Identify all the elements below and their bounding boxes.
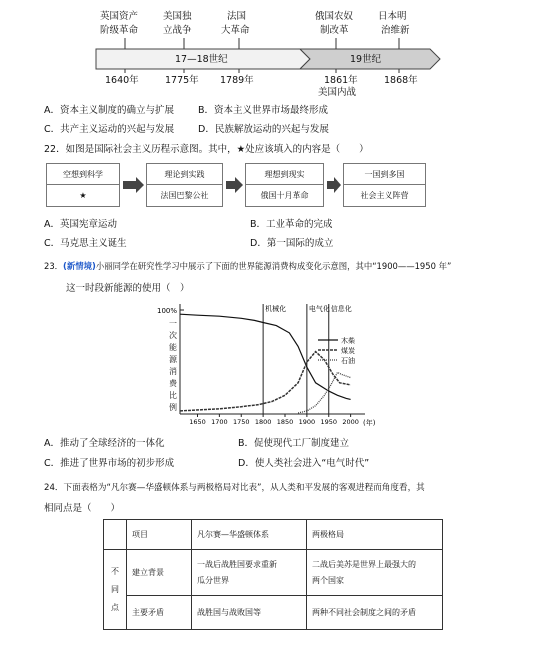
stage-arrows — [0, 160, 545, 210]
q23-option-a: A．推动了全球经济的一体化 — [44, 438, 165, 449]
event-label: 法国 — [227, 11, 247, 22]
row-item: 主要矛盾 — [127, 596, 192, 630]
x-axis-unit: (年) — [363, 419, 376, 427]
year-label: 1789年 — [220, 75, 254, 86]
era-label: 电气化 — [308, 305, 330, 313]
q23-option-b: B．促使现代工厂制度建立 — [238, 438, 350, 449]
series-line — [180, 352, 351, 411]
header-item: 项目 — [127, 520, 192, 550]
header-bipolar: 两极格局 — [307, 520, 443, 550]
event-label: 日本明 — [378, 11, 407, 22]
stage-top: 一国到多国 — [344, 164, 425, 185]
q21-option-c: C．共产主义运动的兴起与发展 — [44, 124, 175, 135]
q23-stem-line1: 23．(新情境)小丽同学在研究性学习中展示了下面的世界能源消费构成变化示意图，其中“1900——1950 年” — [44, 261, 452, 271]
series-line — [298, 372, 351, 413]
x-tick-label: 1750 — [232, 418, 250, 426]
event-label: 美国独 — [163, 11, 192, 22]
x-tick-label: 1900 — [298, 418, 316, 426]
y-axis-label: 一次能源消费比例 — [169, 319, 177, 412]
year-label: 1775年 — [165, 75, 199, 86]
q21-option-a: A．资本主义制度的确立与扩展 — [44, 105, 174, 116]
q22-option-d: D．第一国际的成立 — [250, 238, 334, 249]
legend-label: 煤炭 — [341, 347, 355, 355]
x-tick-label: 1950 — [320, 418, 338, 426]
q22-stem: 22．如图是国际社会主义历程示意图。其中，★处应该填入的内容是（ ） — [44, 144, 369, 155]
side-label: 不 同 点 — [104, 550, 127, 630]
table-row — [104, 550, 443, 596]
extra-event-label: 美国内战 — [318, 87, 357, 98]
header-vw-system: 凡尔赛—华盛顿体系 — [192, 520, 307, 550]
stage-bottom: 法国巴黎公社 — [160, 191, 209, 200]
year-label: 1861年 — [324, 75, 358, 86]
q23-option-c: C．推进了世界市场的初步形成 — [44, 458, 175, 469]
stage-top: 理想到现实 — [246, 164, 323, 185]
stage-top: 空想到科学 — [47, 164, 119, 185]
event-label: 俄国农奴 — [315, 11, 354, 22]
star-placeholder: ★ — [79, 191, 87, 200]
q21-option-d: D．民族解放运动的兴起与发展 — [198, 124, 329, 135]
stage-bottom: 俄国十月革命 — [260, 191, 309, 200]
q24-stem-line2: 相同点是（ ） — [44, 503, 121, 514]
table-header-row — [104, 520, 443, 550]
row-bipolar-cell: 二战后美苏是世界上最强大的 两个国家 — [307, 550, 443, 596]
q24-stem-line1: 24．下面表格为“凡尔赛—华盛顿体系与两极格局对比表”，从人类和平发展的客观进程而角度看，其 — [44, 483, 425, 493]
x-tick-label: 1850 — [276, 418, 294, 426]
q22-option-a: A．英国宪章运动 — [44, 219, 117, 230]
event-label: 治维新 — [381, 25, 410, 36]
event-label: 英国资产 — [100, 11, 139, 22]
q21-option-b: B．资本主义世界市场最终形成 — [198, 105, 329, 116]
year-label: 1640年 — [105, 75, 139, 86]
legend-label: 石油 — [341, 357, 355, 365]
series-line — [180, 314, 351, 399]
era-label: 机械化 — [265, 305, 287, 313]
table-row — [104, 596, 443, 630]
q23-stem-line2: 这一时段新能源的使用（ ） — [66, 283, 190, 294]
event-label: 阶级革命 — [100, 25, 139, 36]
timeline-arrow — [0, 0, 545, 100]
comparison-table — [103, 519, 443, 630]
x-tick-label: 1800 — [254, 418, 272, 426]
band-right-label: 19世纪 — [350, 54, 382, 65]
era-label: 信息化 — [330, 305, 352, 313]
q22-option-b: B．工业革命的完成 — [250, 219, 333, 230]
year-label: 1868年 — [384, 75, 418, 86]
event-label: 制改革 — [320, 25, 349, 36]
event-label: 立战争 — [163, 25, 192, 36]
stage-bottom: 社会主义阵营 — [360, 191, 409, 200]
row-vw-cell: 一战后战胜国要求重新 瓜分世界 — [192, 550, 307, 596]
row-item: 建立背景 — [127, 550, 192, 596]
q22-option-c: C．马克思主义诞生 — [44, 238, 127, 249]
x-tick-label: 2000 — [342, 418, 359, 426]
event-label: 大革命 — [221, 25, 250, 36]
q23-option-d: D．使人类社会进入“电气时代” — [238, 458, 370, 469]
energy-chart — [150, 296, 390, 432]
new-context-tag: (新情境) — [63, 261, 96, 271]
stage-top: 理论到实践 — [147, 164, 222, 185]
band-left-label: 17—18世纪 — [175, 54, 228, 65]
legend-label: 木柴 — [341, 337, 355, 345]
row-bipolar-cell: 两种不同社会制度之间的矛盾 — [307, 596, 443, 630]
x-tick-label: 1650 — [189, 418, 206, 426]
row-vw-cell: 战胜国与战败国等 — [192, 596, 307, 630]
y-tick-label: 100% — [156, 307, 177, 315]
x-tick-label: 1700 — [211, 418, 228, 426]
